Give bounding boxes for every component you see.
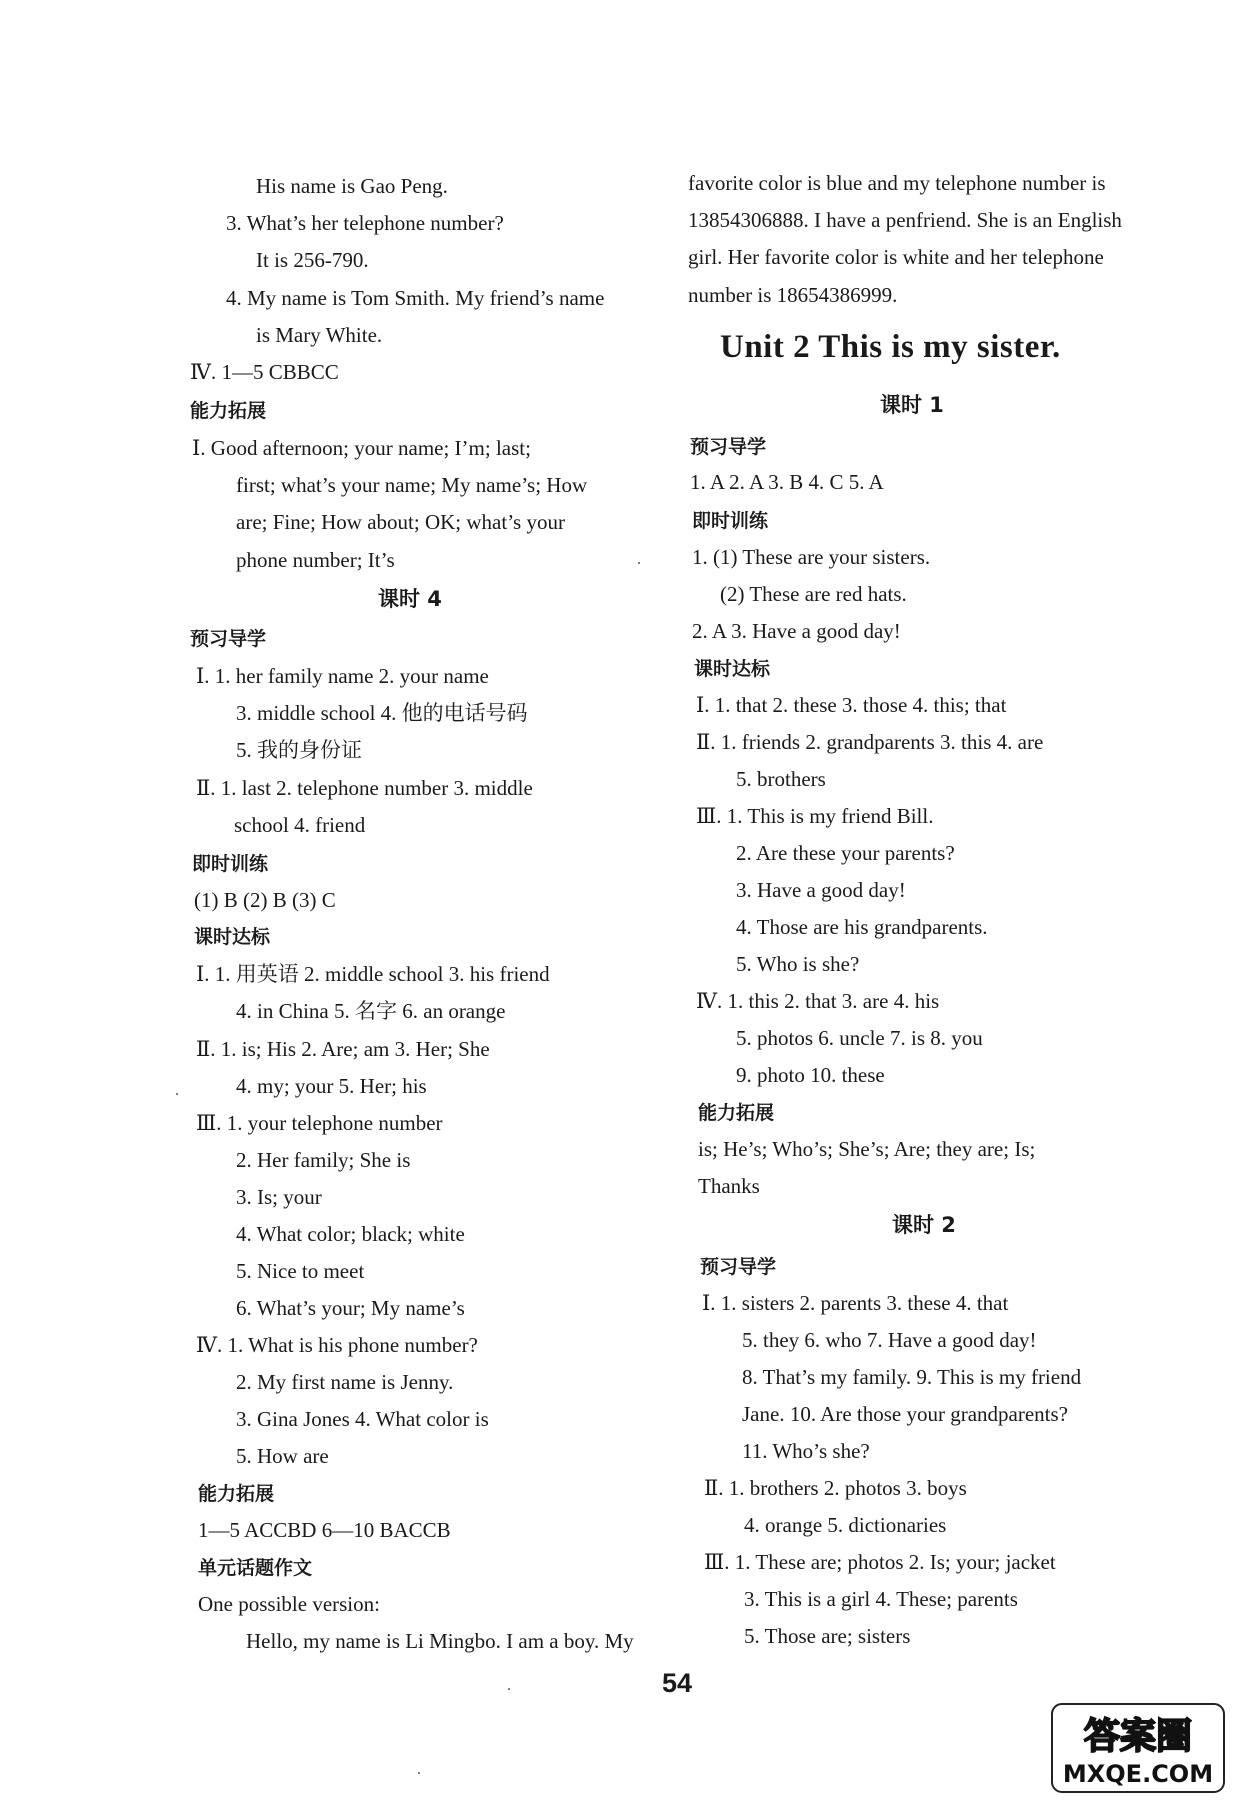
- answer-line: It is 256-790.: [256, 248, 369, 272]
- answer-line: 3. Gina Jones 4. What color is: [236, 1407, 489, 1431]
- section-heading: 单元话题作文: [198, 1557, 313, 1579]
- answer-line: 4. orange 5. dictionaries: [744, 1513, 947, 1537]
- answer-line: 1—5 ACCBD 6—10 BACCB: [198, 1518, 451, 1542]
- answer-line: 3. What’s her telephone number?: [226, 211, 504, 235]
- section-heading: 即时训练: [192, 853, 269, 875]
- answer-line: 3. Have a good day!: [736, 878, 906, 902]
- answer-line: 5. How are: [236, 1444, 329, 1468]
- answer-line: Ⅱ. 1. last 2. telephone number 3. middle: [196, 776, 533, 800]
- answer-line: Thanks: [698, 1174, 760, 1198]
- answer-line: Ⅰ. 1. 用英语 2. middle school 3. his friend: [196, 962, 550, 986]
- unit-title: Unit 2 This is my sister.: [720, 329, 1061, 365]
- scan-speck: [418, 1772, 420, 1774]
- answer-line: is Mary White.: [256, 323, 383, 347]
- section-heading: 课时达标: [694, 658, 771, 680]
- answer-line: Ⅱ. 1. friends 2. grandparents 3. this 4. are: [696, 730, 1044, 754]
- section-heading: 预习导学: [700, 1256, 777, 1278]
- answer-line: 11. Who’s she?: [742, 1439, 870, 1463]
- scan-speck: [508, 1688, 510, 1690]
- section-heading: 能力拓展: [698, 1102, 775, 1124]
- answer-line: Ⅰ. Good afternoon; your name; I’m; last;: [192, 436, 531, 460]
- answer-line: 13854306888. I have a penfriend. She is an English: [688, 208, 1122, 232]
- answer-line: 6. What’s your; My name’s: [236, 1296, 465, 1320]
- answer-line: (1) B (2) B (3) C: [194, 888, 336, 912]
- answer-line: 3. This is a girl 4. These; parents: [744, 1587, 1018, 1611]
- lesson-title: 课时 4: [378, 587, 442, 611]
- answer-line: Jane. 10. Are those your grandparents?: [742, 1402, 1068, 1426]
- answer-line: 5. Who is she?: [736, 952, 860, 976]
- answer-line: Ⅲ. 1. These are; photos 2. Is; your; jacket: [704, 1550, 1056, 1574]
- answer-line: One possible version:: [198, 1592, 380, 1616]
- answer-line: girl. Her favorite color is white and her telephone: [688, 245, 1104, 269]
- answer-line: 1. (1) These are your sisters.: [692, 545, 931, 569]
- answer-line: Ⅳ. 1. this 2. that 3. are 4. his: [696, 989, 940, 1013]
- answer-line: are; Fine; How about; OK; what’s your: [236, 510, 565, 534]
- lesson-title: 课时 2: [892, 1213, 956, 1237]
- section-heading: 预习导学: [690, 436, 767, 458]
- answer-line: Ⅲ. 1. This is my friend Bill.: [696, 804, 934, 828]
- answer-line: number is 18654386999.: [688, 283, 898, 307]
- answer-line: favorite color is blue and my telephone number is: [688, 171, 1106, 195]
- answer-line: 2. Her family; She is: [236, 1148, 411, 1172]
- page-number: 54: [662, 1668, 693, 1698]
- answer-line: Ⅱ. 1. brothers 2. photos 3. boys: [704, 1476, 967, 1500]
- section-heading: 预习导学: [190, 628, 267, 650]
- answer-line: Ⅱ. 1. is; His 2. Are; am 3. Her; She: [196, 1037, 490, 1061]
- answer-line: 4. my; your 5. Her; his: [236, 1074, 427, 1098]
- section-heading: 课时达标: [194, 926, 271, 948]
- answer-line: Ⅰ. 1. sisters 2. parents 3. these 4. that: [702, 1291, 1009, 1315]
- answer-line: His name is Gao Peng.: [256, 174, 448, 198]
- lesson-title: 课时 1: [880, 393, 944, 417]
- answer-line: 5. photos 6. uncle 7. is 8. you: [736, 1026, 983, 1050]
- answer-line: Ⅲ. 1. your telephone number: [196, 1111, 443, 1135]
- answer-line: 4. Those are his grandparents.: [736, 915, 988, 939]
- answer-line: is; He’s; Who’s; She’s; Are; they are; Is;: [698, 1137, 1036, 1161]
- answer-line: Ⅳ. 1—5 CBBCC: [190, 360, 339, 384]
- answer-line: Hello, my name is Li Mingbo. I am a boy. My: [246, 1629, 634, 1653]
- answer-line: 3. Is; your: [236, 1185, 322, 1209]
- answer-line: Ⅰ. 1. her family name 2. your name: [196, 664, 489, 688]
- section-heading: 能力拓展: [190, 400, 267, 422]
- answer-line: 4. My name is Tom Smith. My friend’s name: [226, 286, 605, 310]
- answer-line: 5. brothers: [736, 767, 826, 791]
- answer-line: 2. A 3. Have a good day!: [692, 619, 901, 643]
- answer-line: 9. photo 10. these: [736, 1063, 885, 1087]
- answer-line: phone number; It’s: [236, 548, 395, 572]
- watermark-logo: [1050, 1702, 1226, 1794]
- answer-line: 2. Are these your parents?: [736, 841, 955, 865]
- answer-line: 5. Those are; sisters: [744, 1624, 911, 1648]
- answer-line: 3. middle school 4. 他的电话号码: [236, 701, 528, 725]
- answer-line: 4. What color; black; white: [236, 1222, 465, 1246]
- scan-speck: [638, 562, 640, 564]
- section-heading: 能力拓展: [198, 1483, 275, 1505]
- answer-line: 8. That’s my family. 9. This is my friend: [742, 1365, 1082, 1389]
- watermark-top-text: 答案圈: [1083, 1716, 1193, 1757]
- answer-line: school 4. friend: [234, 813, 366, 837]
- section-heading: 即时训练: [692, 510, 769, 532]
- answer-line: 5. Nice to meet: [236, 1259, 365, 1283]
- answer-line: 5. 我的身份证: [236, 738, 362, 762]
- answer-line: Ⅰ. 1. that 2. these 3. those 4. this; that: [696, 693, 1007, 717]
- answer-line: (2) These are red hats.: [720, 582, 907, 606]
- answer-line: 4. in China 5. 名字 6. an orange: [236, 999, 506, 1023]
- scan-speck: [176, 1093, 178, 1095]
- answer-line: 1. A 2. A 3. B 4. C 5. A: [690, 470, 884, 494]
- answer-line: first; what’s your name; My name’s; How: [236, 473, 588, 497]
- answer-line: 2. My first name is Jenny.: [236, 1370, 454, 1394]
- watermark-bottom-text: MXQE.COM: [1062, 1760, 1214, 1788]
- answer-line: Ⅳ. 1. What is his phone number?: [196, 1333, 478, 1357]
- answer-line: 5. they 6. who 7. Have a good day!: [742, 1328, 1037, 1352]
